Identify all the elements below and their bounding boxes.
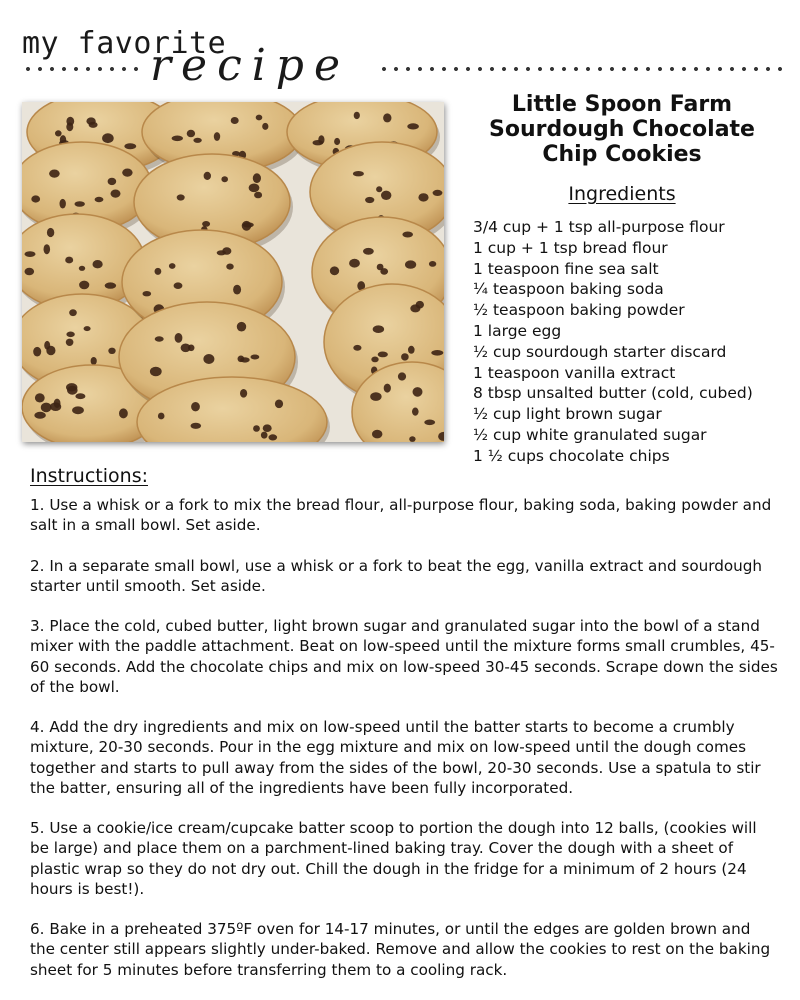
instruction-step: 2. In a separate small bowl, use a whisk or a fork to beat the egg, vanilla extract and sourdough starter until smooth. Set aside. — [30, 556, 763, 595]
ingredient-item: 1 large egg — [473, 321, 562, 340]
dotted-divider-right — [378, 66, 790, 72]
header-script-title: recipe — [150, 40, 350, 91]
recipe-title — [462, 92, 782, 167]
ingredient-item: ½ cup sourdough starter discard — [473, 342, 727, 361]
instructions-list — [30, 495, 778, 1000]
instruction-step: 4. Add the dry ingredients and mix on low-speed until the batter starts to become a crumbly mixture, 20-30 seconds. Pour in the egg mixture and mix on low-speed until the dough comes together and starts to pull away from the sides of the bowl, 20-30 seconds. Use a spatula to stir the batter, ensuring all of the ingredients have been fully incorporated. — [30, 718, 761, 797]
ingredient-item: ½ cup light brown sugar — [473, 405, 662, 424]
recipe-title-line: Little Spoon Farm — [511, 92, 733, 117]
instructions-heading: Instructions: — [30, 465, 148, 487]
ingredient-item: 1 teaspoon vanilla extract — [473, 363, 676, 382]
instruction-step: 5. Use a cookie/ice cream/cupcake batter scoop to portion the dough into 12 balls, (cookies will be large) and place them on a parchment-lined baking tray. Cover the dough with a sheet of plastic wrap so they do not dry out. Chill the dough in the fridge for a minimum of 2 hours (24 hours is best!). — [30, 819, 757, 898]
cookie-photo-illustration — [22, 102, 444, 442]
ingredient-item: 1 cup + 1 tsp bread flour — [473, 238, 668, 257]
ingredient-item: ½ cup white granulated sugar — [473, 425, 707, 444]
ingredient-item: ½ teaspoon baking powder — [473, 301, 685, 320]
instruction-step: 1. Use a whisk or a fork to mix the bread flour, all-purpose flour, baking soda, baking powder and salt in a small bowl. Set aside. — [30, 496, 772, 535]
ingredient-item: 1 ½ cups chocolate chips — [473, 446, 670, 465]
ingredient-item: 8 tbsp unsalted butter (cold, cubed) — [473, 384, 753, 403]
recipe-title-line: Sourdough Chocolate — [489, 117, 755, 142]
recipe-title-line: Chip Cookies — [542, 142, 702, 167]
ingredients-heading: Ingredients — [568, 183, 676, 205]
ingredient-item: 1 teaspoon fine sea salt — [473, 259, 659, 278]
instruction-step: 3. Place the cold, cubed butter, light brown sugar and granulated sugar into the bowl of a stand mixer with the paddle attachment. Beat on low-speed until the mixture forms small crumbles, 45-60 seconds. Add the chocolate chips and mix on low-speed 30-45 seconds. Scrape down the sides of the bowl. — [30, 617, 778, 696]
ingredient-item: 3/4 cup + 1 tsp all-purpose flour — [473, 218, 725, 236]
ingredients-list — [473, 217, 793, 467]
dotted-divider-left — [22, 66, 140, 72]
instruction-step: 6. Bake in a preheated 375ºF oven for 14-17 minutes, or until the edges are golden brown and the center still appears slightly under-baked. Remove and allow the cookies to rest on the baking sheet for 5 minutes before transferring them to a cooling rack. — [30, 920, 771, 979]
page-header — [0, 0, 800, 100]
cookie-photo — [22, 102, 444, 442]
ingredient-item: ¼ teaspoon baking soda — [473, 280, 664, 299]
header-title: my favorite — [22, 26, 227, 61]
